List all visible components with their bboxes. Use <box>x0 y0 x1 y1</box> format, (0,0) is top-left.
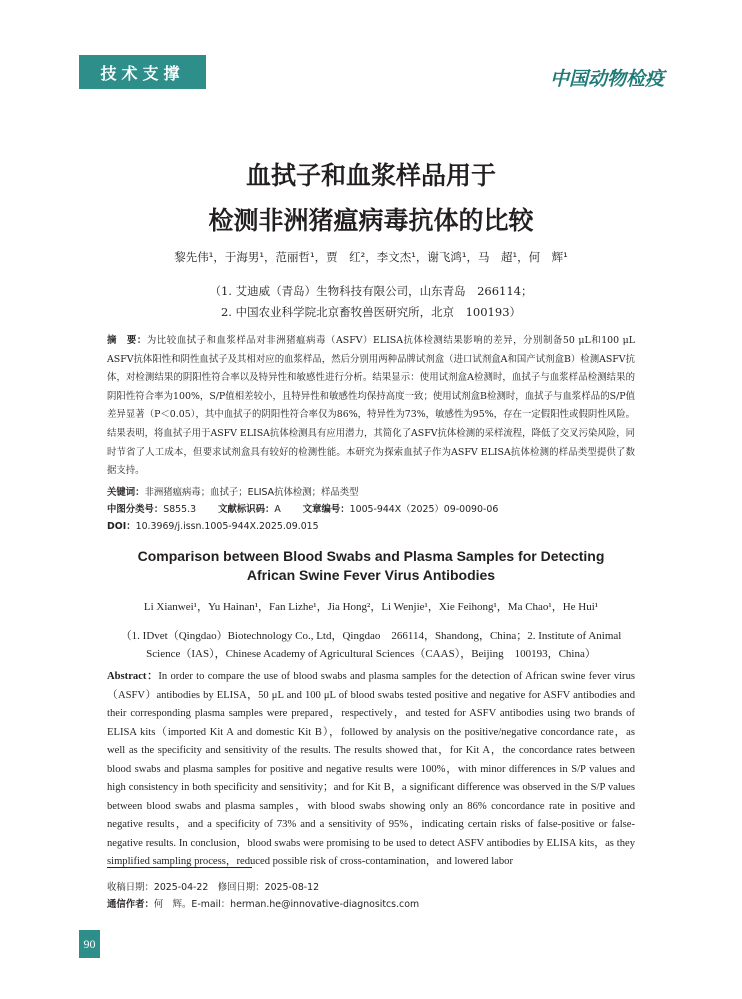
affiliation-cn-2: 2. 中国农业科学院北京畜牧兽医研究所，北京 100193） <box>220 305 522 319</box>
corresponding-author-label: 通信作者： <box>107 899 154 910</box>
clc-value: S855.3 <box>163 504 197 515</box>
doc-code-value: A <box>274 504 281 515</box>
abstract-cn-text: 为比较血拭子和血浆样品对非洲猪瘟病毒（ASFV）ELISA抗体检测结果影响的差异，分别制备50 μL和100 μL ASFV抗体阳性和阴性血拭子及其相对应的血浆样品，然后分别用两种品牌试剂盒（进口试剂盒A和国产试剂盒B）检测ASFV抗体，对检测结果的阴阳性符合率以及特异性和敏感性进行分析。结果显示：使用试剂盒A检测时，血拭子与血浆样品检测结果的阴阳性符合率为100%，S/P值相差较小，且特异性和敏感性均保持高度一致；使用试剂盒B检测时，血拭子与血浆样品的S/P值差异显著（P＜0.05），其中血拭子的阴阳性符合率仅为86%，特异性为73%，敏感性为95%，存在一定假阳性或假阴性风险。结果表明，将血拭子用于ASFV ELISA抗体检测具有应用潜力，其简化了ASFV抗体检测的采样流程，降低了交叉污染风险，同时节省了人工成本，但要求试剂盒具有较好的检测性能。本研究为探索血拭子作为ASFV ELISA抗体检测的样品类型提供了数据支持。 <box>107 335 635 477</box>
authors-en: Li Xianwei¹，Yu Hainan¹，Fan Lizhe¹，Jia Hong²，Li Wenjie¹，Xie Feihong¹，Ma Chao¹，He Hui¹ <box>143 601 599 613</box>
abstract-cn <box>107 332 635 481</box>
keywords-text: 非洲猪瘟病毒；血拭子；ELISA抗体检测；样品类型 <box>144 487 359 498</box>
doc-code-label: 文献标识码： <box>218 504 275 515</box>
footnote-corresponding-author <box>107 896 419 910</box>
article-number-value: 1005-944X（2025）09-0090-06 <box>349 504 499 515</box>
abstract-cn-label: 摘 要： <box>107 335 147 346</box>
clc-label: 中图分类号： <box>107 504 164 515</box>
footnote-divider <box>107 867 252 868</box>
doi-value[interactable]: 10.3969/j.issn.1005-944X.2025.09.015 <box>135 521 319 532</box>
title-en-line-1: Comparison between Blood Swabs and Plasma Samples for Detecting <box>137 548 605 564</box>
keywords-label: 关键词： <box>107 487 145 498</box>
affiliation-en-2: Science（IAS），Chinese Academy of Agricultural Sciences（CAAS），Beijing 100193，China） <box>146 648 596 660</box>
journal-logo: 中国动物检疫 <box>549 68 664 90</box>
column-tag: 技术支撑 <box>79 55 206 89</box>
title-en-line-2: African Swine Fever Virus Antibodies <box>246 567 496 583</box>
doi-label: DOI： <box>107 521 136 532</box>
doi <box>107 519 319 535</box>
title-line-2: 检测非洲猪瘟病毒抗体的比较 <box>208 206 534 235</box>
footnote-dates: 收稿日期：2025-04-22 修回日期：2025-08-12 <box>107 882 320 893</box>
corresponding-author-value[interactable]: 何 辉。E-mail：herman.he@innovative-diagnositcs.com <box>153 899 420 910</box>
authors-cn: 黎先伟¹，于海男¹，范丽哲¹，贾 红²，李文杰¹，谢飞鸿¹，马 超¹，何 辉¹ <box>174 250 568 264</box>
keywords <box>107 485 358 501</box>
abstract-en-label: Abstract： <box>107 671 159 682</box>
affiliation-en-1: （1. IDvet（Qingdao）Biotechnology Co., Ltd，Qingdao 266114，Shandong，China；2. Institute of Animal <box>120 630 622 642</box>
title-line-1: 血拭子和血浆样品用于 <box>245 161 496 190</box>
affiliation-cn-1: （1. 艾迪威（青岛）生物科技有限公司，山东青岛 266114； <box>209 284 533 298</box>
page-number: 90 <box>79 930 100 958</box>
classification <box>107 502 498 518</box>
article-number-label: 文章编号： <box>302 504 350 515</box>
abstract-en-text: In order to compare the use of blood swabs and plasma samples for the detection of African swine fever virus（ASFV）antibodies by ELISA，50 μL and 100 μL of blood swabs tested positive and negative for ASFV antibodies and their corresponding plasma samples were prepared，respectively，and tested for ASFV antibodies using two brands of ELISA kits（imported Kit A and domestic Kit B），followed by analysis on the positive/negative concordance rate，as well as the specificity and sensitivity of the results. The results showed that，for Kit A，the concordance rates between blood swabs and plasma samples for positive and negative results were 100%，with minor differences in S/P values and high consistency in both specificity and sensitivity；and for Kit B，a significant difference was observed in the S/P values between blood swabs and plasma samples，with blood swabs showing only an 86% concordance rate in positive and negative results，and a specificity of 73% and a sensitivity of 95%，indicating certain risks of false-positive or false-negative results. In conclusion，blood swabs were promising to be used to detect ASFV antibodies by ELISA kits，as they simplified sampling process，reduced possible risk of cross-contamination，and lowered labor <box>107 671 636 867</box>
abstract-en <box>107 668 635 872</box>
